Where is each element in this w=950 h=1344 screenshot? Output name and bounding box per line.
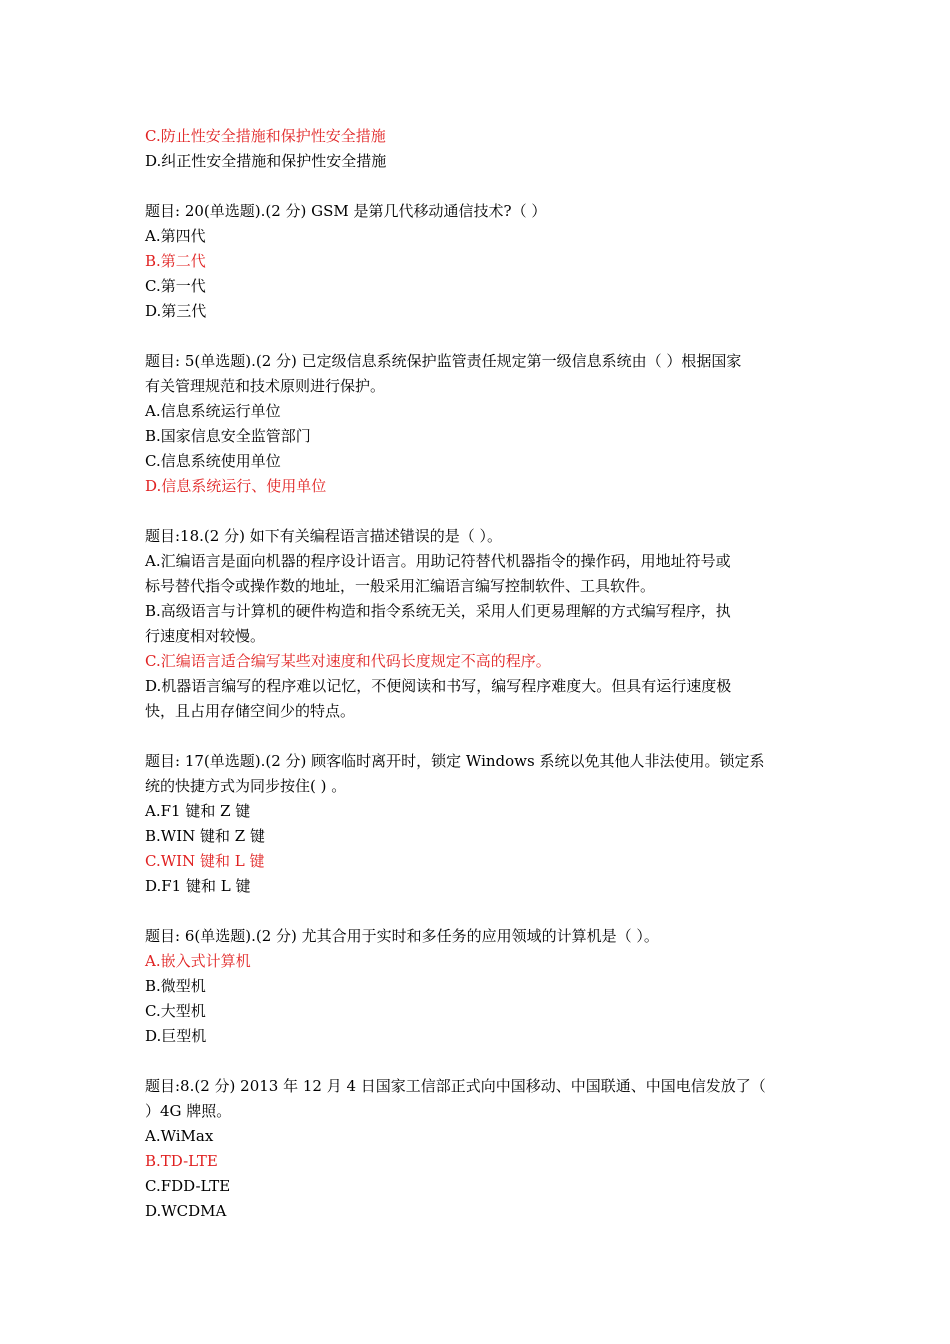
- option-d: D.信息系统运行、使用单位: [145, 477, 327, 495]
- option-c: C.防止性安全措施和保护性安全措施: [145, 127, 386, 145]
- option-d: D.WCDMA: [145, 1202, 227, 1220]
- option-a-continued: 标号替代指令或操作数的地址，一般采用汇编语言编写控制软件、工具软件。: [145, 577, 656, 595]
- question-stem: 题目:18.(2 分) 如下有关编程语言描述错误的是（ ）。: [145, 527, 502, 545]
- question-stem-continued: 有关管理规范和技术原则进行保护。: [145, 377, 386, 395]
- question-block: [145, 524, 805, 724]
- option-a: A.嵌入式计算机: [145, 952, 251, 970]
- question-stem: 题目:8.(2 分) 2013 年 12 月 4 日国家工信部正式向中国移动、中国联通、中国电信发放了（: [145, 1077, 766, 1095]
- option-c: C.大型机: [145, 1002, 206, 1020]
- option-c: C.第一代: [145, 277, 206, 295]
- option-c: C.WIN 键和 L 键: [145, 852, 265, 870]
- option-b: B.WIN 键和 Z 键: [145, 827, 265, 845]
- option-d-continued: 快，且占用存储空间少的特点。: [145, 702, 356, 720]
- question-block: [145, 924, 805, 1049]
- option-a: A.F1 键和 Z 键: [145, 802, 251, 820]
- option-b: B.微型机: [145, 977, 206, 995]
- question-block: [145, 749, 805, 899]
- option-d: D.第三代: [145, 302, 207, 320]
- option-a: A.WiMax: [145, 1127, 214, 1145]
- option-b: B.TD-LTE: [145, 1152, 218, 1170]
- question-stem: 题目: 5(单选题).(2 分) 已定级信息系统保护监管责任规定第一级信息系统由（ ）根据国家: [145, 352, 742, 370]
- question-stem-continued: ）4G 牌照。: [145, 1102, 232, 1120]
- option-a: A.信息系统运行单位: [145, 402, 281, 420]
- question-block: [145, 1074, 805, 1224]
- option-a: A.第四代: [145, 227, 206, 245]
- question-block: [145, 199, 805, 324]
- option-b: B.国家信息安全监管部门: [145, 427, 311, 445]
- question-stem: 题目: 6(单选题).(2 分) 尤其合用于实时和多任务的应用领域的计算机是（ ）。: [145, 927, 659, 945]
- partial-question: [145, 124, 805, 174]
- document-page: [145, 124, 805, 1224]
- question-stem: 题目: 17(单选题).(2 分) 顾客临时离开时，锁定 Windows 系统以免其他人非法使用。锁定系: [145, 752, 765, 770]
- option-d: D.F1 键和 L 键: [145, 877, 251, 895]
- option-c: C.信息系统使用单位: [145, 452, 281, 470]
- option-d: D.巨型机: [145, 1027, 207, 1045]
- question-stem-continued: 统的快捷方式为同步按住( ) 。: [145, 777, 347, 795]
- option-a: A.汇编语言是面向机器的程序设计语言。用助记符替代机器指令的操作码，用地址符号或: [145, 552, 731, 570]
- option-b: B.第二代: [145, 252, 206, 270]
- option-d: D.纠正性安全措施和保护性安全措施: [145, 152, 387, 170]
- question-block: [145, 349, 805, 499]
- option-b-continued: 行速度相对较慢。: [145, 627, 266, 645]
- option-c: C.FDD-LTE: [145, 1177, 231, 1195]
- option-c: C.汇编语言适合编写某些对速度和代码长度规定不高的程序。: [145, 652, 551, 670]
- option-d: D.机器语言编写的程序难以记忆，不便阅读和书写，编写程序难度大。但具有运行速度极: [145, 677, 732, 695]
- question-stem: 题目: 20(单选题).(2 分) GSM 是第几代移动通信技术?（ ）: [145, 202, 547, 220]
- option-b: B.高级语言与计算机的硬件构造和指令系统无关，采用人们更易理解的方式编写程序，执: [145, 602, 731, 620]
